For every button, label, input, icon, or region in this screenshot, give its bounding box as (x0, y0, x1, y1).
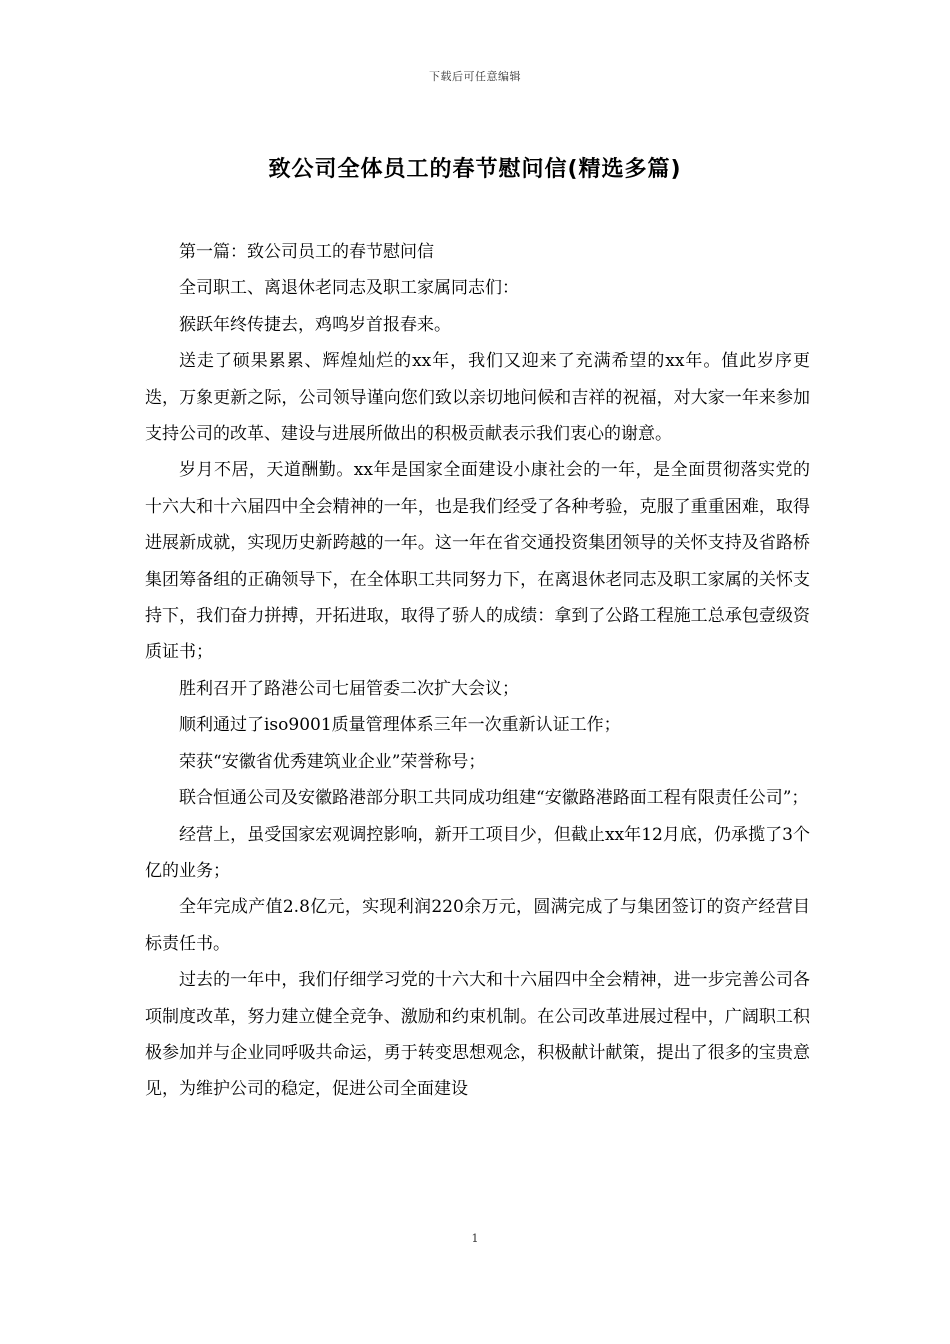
page-number: 1 (471, 1232, 479, 1245)
paragraph: 荣获“安徽省优秀建筑业企业”荣誉称号； (179, 751, 486, 772)
paragraph: 经营上，虽受国家宏观调控影响，新开工项目少，但截止xx年12月底，仍承揽了3个亿的业务； (145, 824, 810, 881)
document-title: 致公司全体员工的春节慰问信(精选多篇) (268, 157, 682, 182)
paragraph: 过去的一年中，我们仔细学习党的十六大和十六届四中全会精神，进一步完善公司各项制度改革，努力建立健全竞争、激励和约束机制。在公司改革进展过程中，广阔职工积极参加并与企业同呼吸共命运，勇于转变思想观念，积极献计献策，提出了很多的宝贵意见，为维护公司的稳定，促进公司全面建设 (145, 970, 810, 1100)
paragraph: 全年完成产值2.8亿元，实现利润220余万元，圆满完成了与集团签订的资产经营目标责任书。 (145, 897, 810, 954)
document-body (145, 234, 810, 1108)
paragraph-couplet: 猴跃年终传捷去，鸡鸣岁首报春来。 (179, 314, 451, 335)
paragraph-salutation: 全司职工、离退休老同志及职工家属同志们： (179, 278, 519, 299)
paragraph-section-heading: 第一篇：致公司员工的春节慰问信 (179, 242, 434, 262)
paragraph: 联合恒通公司及安徽路港部分职工共同成功组建“安徽路港路面工程有限责任公司”； (179, 788, 809, 809)
header-note: 下载后可任意编辑 (429, 70, 521, 83)
paragraph: 胜利召开了路港公司七届管委二次扩大会议； (179, 678, 519, 699)
paragraph: 岁月不居，天道酬勤。xx年是国家全面建设小康社会的一年，是全面贯彻落实党的十六大和十六届四中全会精神的一年，也是我们经受了各种考验，克服了重重困难，取得进展新成就，实现历史新跨越的一年。这一年在省交通投资集团领导的关怀支持及省路桥集团筹备组的正确领导下，在全体职工共同努力下，在离退休老同志及职工家属的关怀支持下，我们奋力拼搏，开拓进取，取得了骄人的成绩：拿到了公路工程施工总承包壹级资质证书； (145, 460, 810, 663)
paragraph: 送走了硕果累累、辉煌灿烂的xx年，我们又迎来了充满希望的xx年。值此岁序更迭，万象更新之际，公司领导谨向您们致以亲切地问候和吉祥的祝福，对大家一年来参加支持公司的改革、建设与进展所做出的积极贡献表示我们衷心的谢意。 (145, 351, 810, 445)
paragraph: 顺利通过了iso9001质量管理体系三年一次重新认证工作； (179, 715, 621, 736)
